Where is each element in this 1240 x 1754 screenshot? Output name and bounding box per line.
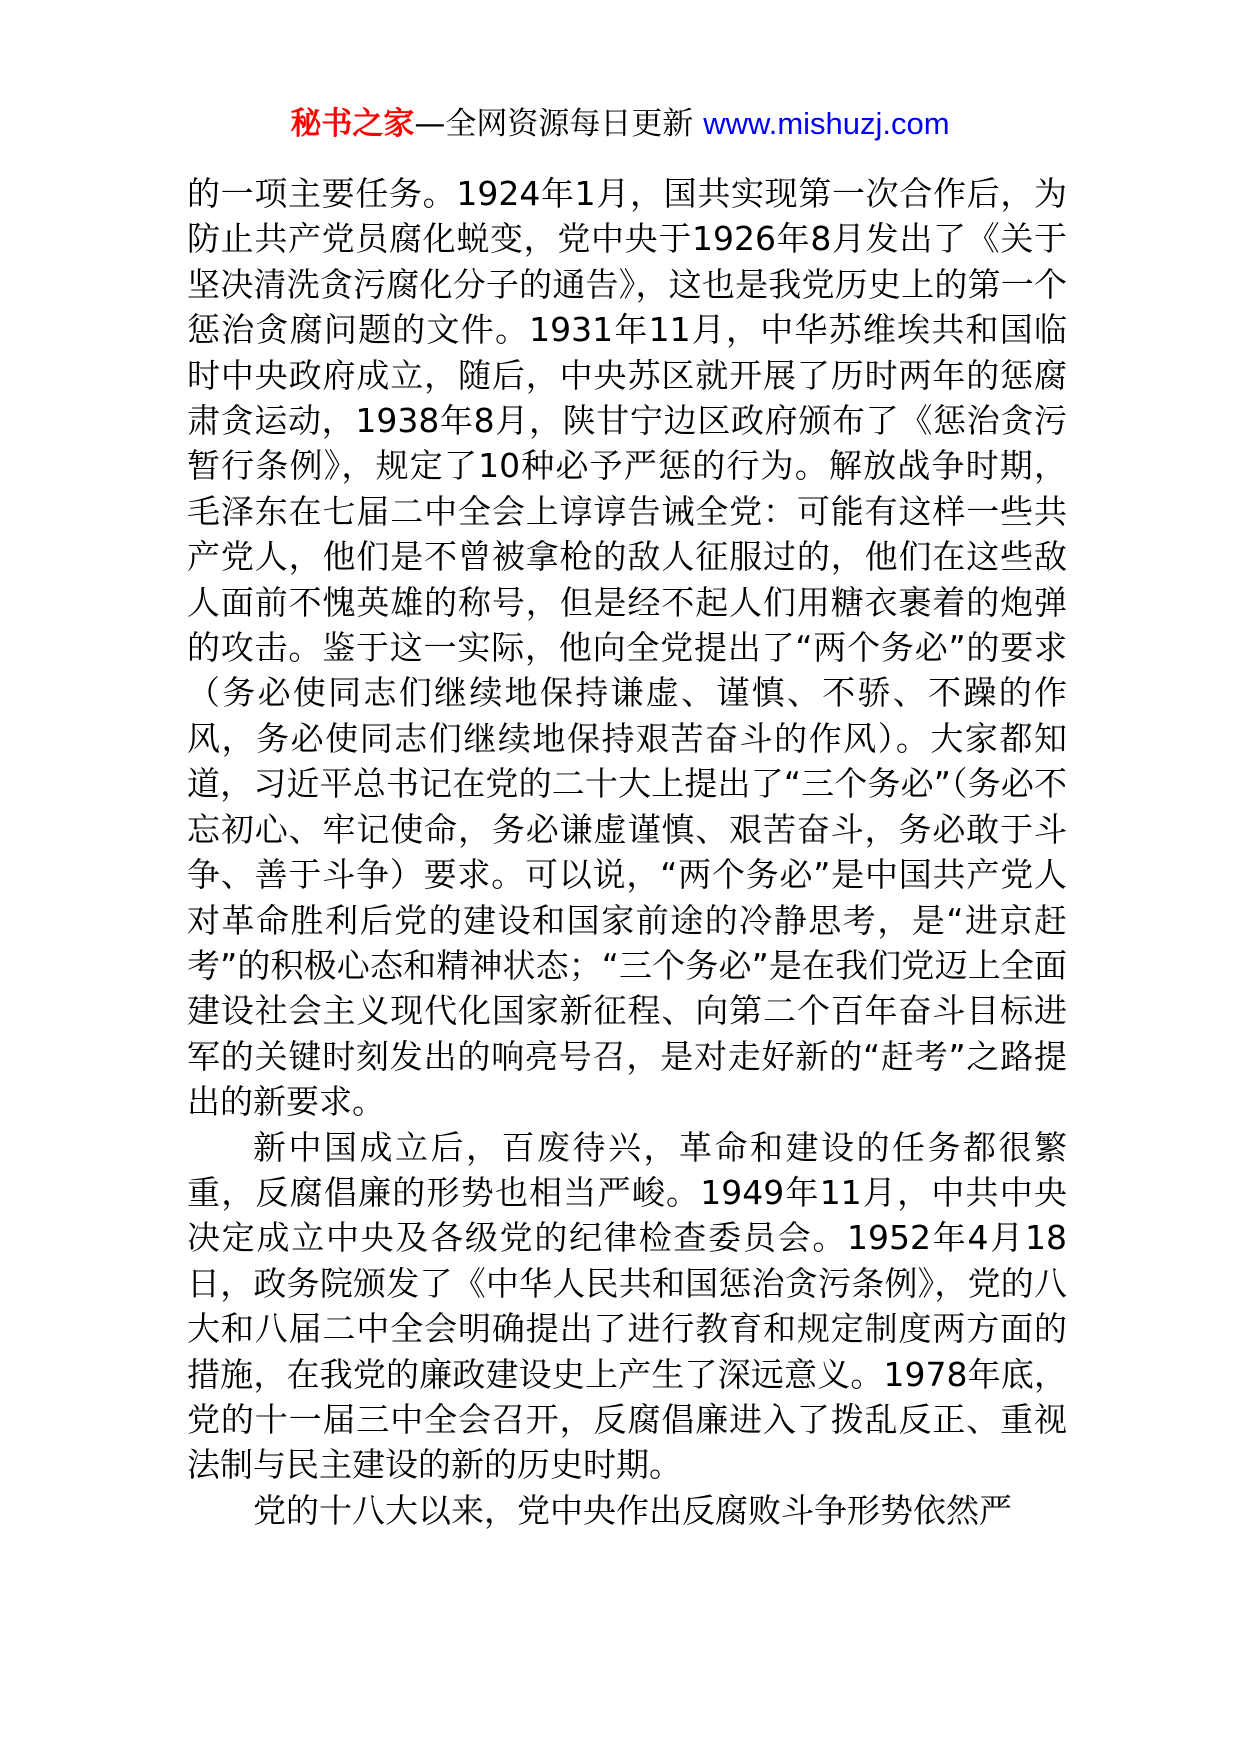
paragraph-1: 的一项主要任务。1924年1月，国共实现第一次合作后，为防止共产党员腐化蜕变，党中央于1926年8月发出了《关于坚决清洗贪污腐化分子的通告》，这也是我党历史上的第一个惩治贪腐问题的文件。1931年11月，中华苏维埃共和国临时中央政府成立，随后，中央苏区就开展了历时两年的惩腐肃贪运动，1938年8月，陕甘宁边区政府颁布了《惩治贪污暂行条例》，规定了10种必予严惩的行为。解放战争时期，毛泽东在七届二中全会上谆谆告诫全党：可能有这样一些共产党人，他们是不曾被拿枪的敌人征服过的，他们在这些敌人面前不愧英雄的称号，但是经不起人们用糖衣裹着的炮弹的攻击。鉴于这一实际，他向全党提出了“两个务必”的要求（务必使同志们继续地保持谦虚、谨慎、不骄、不躁的作风，务必使同志们继续地保持艰苦奋斗的作风）。大家都知道，习近平总书记在党的二十大上提出了“三个务必”（务必不忘初心、牢记使命，务必谦虚谨慎、艰苦奋斗，务必敢于斗争、善于斗争）要求。可以说，“两个务必”是中国共产党人对革命胜利后党的建设和国家前途的冷静思考，是“进京赶考”的积极心态和精神状态；“三个务必”是在我们党迈上全面建设社会主义现代化国家新征程、向第二个百年奋斗目标进军的关键时刻发出的响亮号召，是对走好新的“赶考”之路提出的新要求。 [187, 174, 1067, 1122]
paragraph-2: 新中国成立后，百废待兴，革命和建设的任务都很繁重，反腐倡廉的形势也相当严峻。1949年11月，中共中央决定成立中央及各级党的纪律检查委员会。1952年4月18日，政务院颁发了《中华人民共和国惩治贪污条例》，党的八大和八届二中全会明确提出了进行教育和规定制度两方面的措施，在我党的廉政建设史上产生了深远意义。1978年底，党的十一届三中全会召开，反腐倡廉进入了拨乱反正、重视法制与民主建设的新的历史时期。 [187, 1127, 1067, 1485]
paragraph-3: 党的十八大以来，党中央作出反腐败斗争形势依然严 [253, 1490, 1012, 1530]
brand-name: 秘书之家 [290, 106, 415, 142]
header-tagline: —全网资源每日更新 [414, 106, 694, 142]
website-link[interactable]: www.mishuzj.com [703, 106, 950, 141]
page-header [0, 104, 1240, 144]
document-body [187, 171, 1067, 1533]
